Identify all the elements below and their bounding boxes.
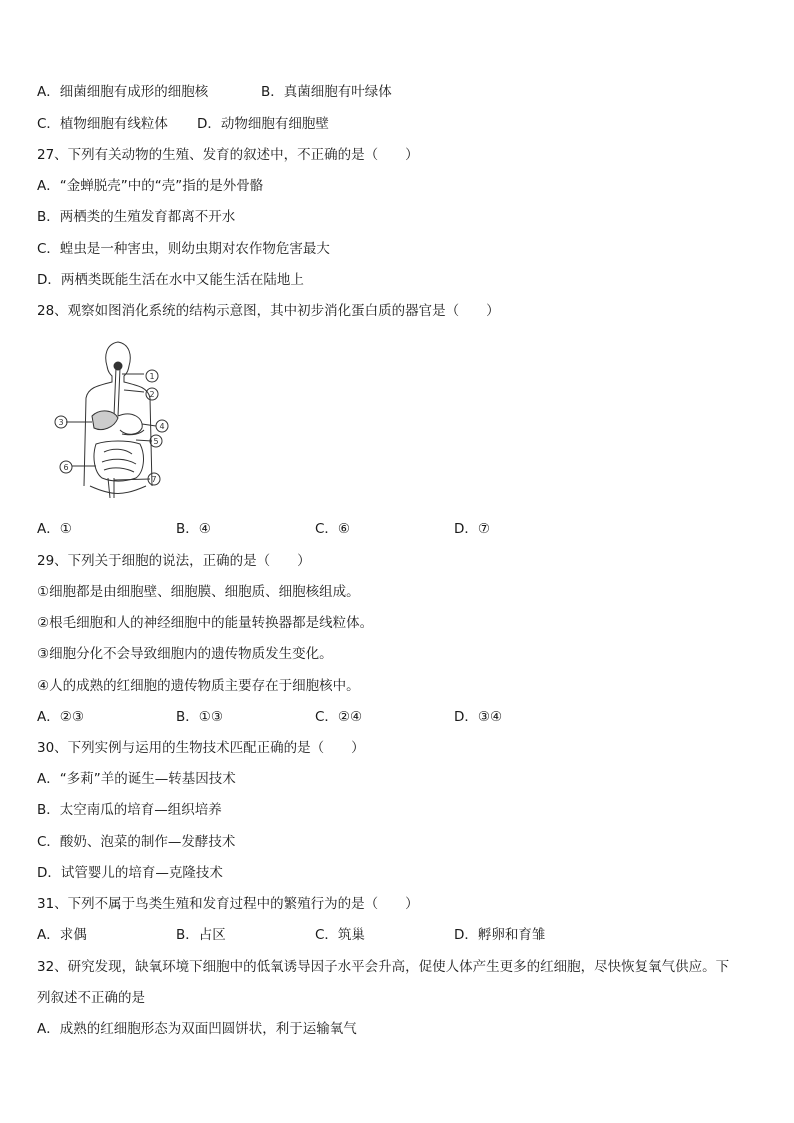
q29-stem: 29、下列关于细胞的说法，正确的是（ ） (37, 553, 311, 569)
svg-text:2: 2 (149, 390, 155, 399)
q26-options-row1 (37, 83, 392, 101)
q26-option-b: B．真菌细胞有叶绿体 (261, 84, 392, 100)
q31-option-d: D．孵卵和育雏 (454, 927, 546, 943)
q26-option-d: D．动物细胞有细胞壁 (197, 116, 329, 132)
q31-option-a: A．求偶 (37, 927, 87, 943)
q29-statement-1: ①细胞都是由细胞壁、细胞膜、细胞质、细胞核组成。 (37, 584, 360, 600)
svg-text:4: 4 (159, 422, 165, 431)
q32-stem-line2: 列叙述不正确的是 (37, 990, 145, 1006)
digestive-system-diagram (52, 336, 182, 506)
q27-option-d: D．两栖类既能生活在水中又能生活在陆地上 (37, 272, 304, 288)
q29-statement-2: ②根毛细胞和人的神经细胞中的能量转换器都是线粒体。 (37, 615, 374, 631)
q29-statement-3: ③细胞分化不会导致细胞内的遗传物质发生变化。 (37, 646, 333, 662)
svg-text:1: 1 (149, 372, 155, 381)
q27-option-c: C．蝗虫是一种害虫，则幼虫期对农作物危害最大 (37, 241, 330, 257)
q28-options (37, 520, 490, 538)
q26-options-row2 (37, 115, 329, 133)
q28-option-a: A．① (37, 521, 72, 537)
q29-option-a: A．②③ (37, 709, 84, 725)
q31-options (37, 926, 545, 944)
q27-option-b: B．两栖类的生殖发育都离不开水 (37, 209, 236, 225)
q28-option-c: C．⑥ (315, 521, 351, 537)
q30-option-d: D．试管婴儿的培育—克隆技术 (37, 865, 223, 881)
q31-option-b: B．占区 (176, 927, 226, 943)
q30-stem: 30、下列实例与运用的生物技术匹配正确的是（ ） (37, 740, 365, 756)
q29-option-b: B．①③ (176, 709, 223, 725)
q27-stem: 27、下列有关动物的生殖、发育的叙述中，不正确的是（ ） (37, 147, 419, 163)
q29-option-c: C．②④ (315, 709, 363, 725)
q28-stem: 28、观察如图消化系统的结构示意图，其中初步消化蛋白质的器官是（ ） (37, 303, 500, 319)
svg-text:3: 3 (58, 418, 64, 427)
svg-text:7: 7 (151, 475, 157, 484)
q30-option-c: C．酸奶、泡菜的制作—发酵技术 (37, 834, 236, 850)
q29-option-d: D．③④ (454, 709, 503, 725)
q31-stem: 31、下列不属于鸟类生殖和发育过程中的繁殖行为的是（ ） (37, 896, 419, 912)
q32-stem-line1: 32、研究发现，缺氧环境下细胞中的低氧诱导因子水平会升高，促使人体产生更多的红细胞，尽快恢复氧气供应。下 (37, 959, 730, 975)
svg-text:5: 5 (153, 437, 159, 446)
q28-option-d: D．⑦ (454, 521, 490, 537)
q29-statement-4: ④人的成熟的红细胞的遗传物质主要存在于细胞核中。 (37, 678, 360, 694)
q26-option-a: A．细菌细胞有成形的细胞核 (37, 84, 209, 100)
q32-option-a: A．成熟的红细胞形态为双面凹圆饼状，利于运输氧气 (37, 1021, 357, 1037)
q29-options (37, 708, 502, 726)
q30-option-a: A．“多莉”羊的诞生—转基因技术 (37, 771, 236, 787)
q27-option-a: A．“金蝉脱壳”中的“壳”指的是外骨骼 (37, 178, 264, 194)
q28-option-b: B．④ (176, 521, 211, 537)
svg-text:6: 6 (63, 463, 69, 472)
q30-option-b: B．太空南瓜的培育—组织培养 (37, 802, 222, 818)
q31-option-c: C．筑巢 (315, 927, 365, 943)
q26-option-c: C．植物细胞有线粒体 (37, 116, 168, 132)
